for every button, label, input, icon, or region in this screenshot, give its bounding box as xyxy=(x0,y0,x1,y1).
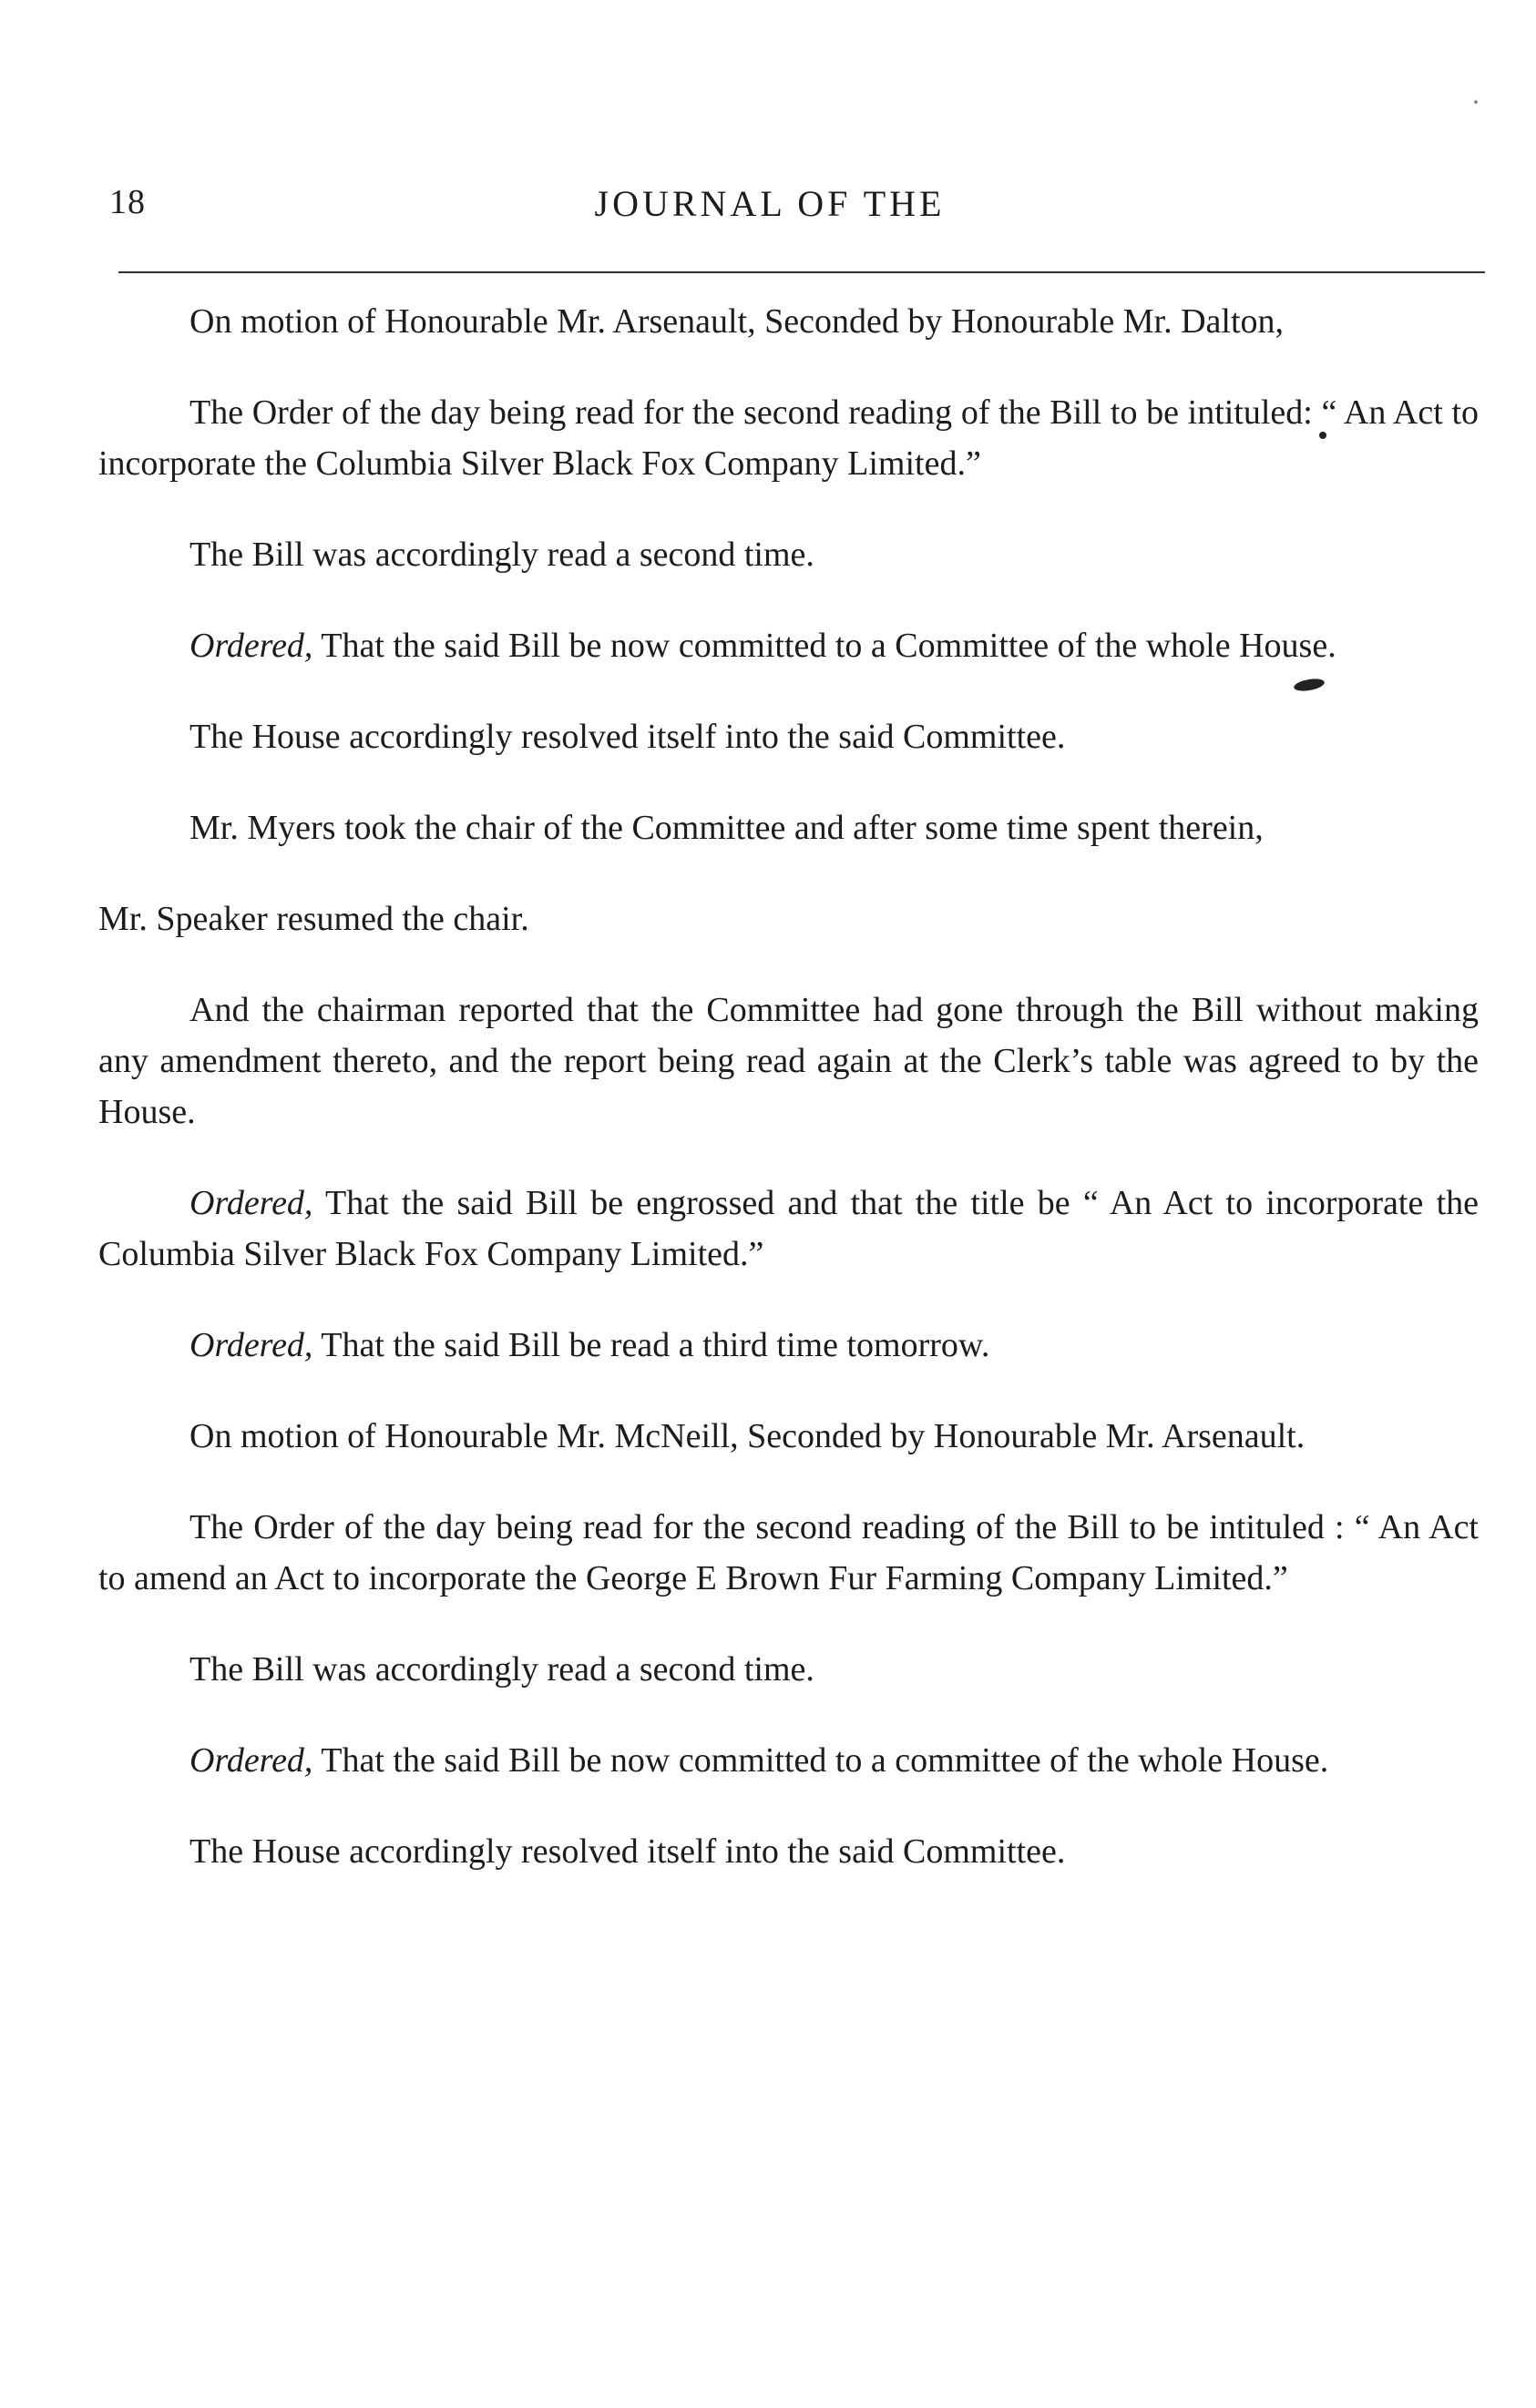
ink-speck xyxy=(1319,432,1326,439)
paragraph-text: The Order of the day being read for the second reading of the Bill to be intituled : “ An Act to amend an Act to incorporate the George E Brown Fur Farming Company Limited.” xyxy=(98,1508,1479,1597)
paragraph-ordered-committed-brown xyxy=(98,1735,1479,1786)
page-header xyxy=(109,182,1485,237)
paragraph-read-second-time-brown xyxy=(98,1644,1479,1695)
paragraph-lead: Ordered, xyxy=(189,1184,313,1222)
paragraph-text: The Bill was accordingly read a second time. xyxy=(189,1650,814,1689)
paragraph-motion-arsenault xyxy=(98,296,1479,347)
paragraph-text: The House accordingly resolved itself into the said Committee. xyxy=(189,1832,1066,1871)
paragraph-ordered-engrossed xyxy=(98,1178,1479,1280)
paragraph-speaker-resumed xyxy=(98,893,1479,944)
paragraph-text: The House accordingly resolved itself into the said Committee. xyxy=(189,718,1066,756)
paragraph-motion-mcneill xyxy=(98,1411,1479,1462)
paragraph-text: The Bill was accordingly read a second time. xyxy=(189,536,814,574)
header-rule xyxy=(118,271,1485,273)
paragraph-order-second-reading-brown xyxy=(98,1502,1479,1604)
paragraph-text: On motion of Honourable Mr. Arsenault, Seconded by Honourable Mr. Dalton, xyxy=(189,302,1285,341)
paragraph-text: That the said Bill be engrossed and that the title be “ An Act to incorporate the Columbia Silver Black Fox Company Limited.” xyxy=(98,1184,1479,1273)
paragraph-ordered-committed xyxy=(98,620,1479,671)
paragraph-text: Mr. Myers took the chair of the Committee and after some time spent therein, xyxy=(189,809,1264,847)
paragraph-text: The Order of the day being read for the second reading of the Bill to be intituled: “ An Act to incorporate the Columbia Silver Black Fox Company Limited.” xyxy=(98,393,1479,483)
journal-body xyxy=(98,296,1479,1917)
paragraph-ordered-third-reading xyxy=(98,1320,1479,1371)
paragraph-lead: Ordered, xyxy=(189,627,313,665)
paragraph-text: That the said Bill be read a third time tomorrow. xyxy=(312,1326,990,1364)
running-head: JOURNAL OF THE xyxy=(594,183,946,224)
paragraph-house-resolved-brown xyxy=(98,1826,1479,1877)
paragraph-lead: Ordered, xyxy=(189,1741,313,1780)
paragraph-text: That the said Bill be now committed to a committee of the whole House. xyxy=(312,1741,1329,1780)
ink-speck xyxy=(1474,100,1478,104)
paragraph-myers-chair xyxy=(98,802,1479,853)
page-number: 18 xyxy=(109,183,146,221)
paragraph-text: And the chairman reported that the Committee had gone through the Bill without making any amendment thereto, and the report being read again at the Clerk’s table was agreed to by the House. xyxy=(98,991,1479,1131)
paragraph-house-resolved xyxy=(98,711,1479,762)
paragraph-text: That the said Bill be now committed to a Committee of the whole House. xyxy=(312,627,1336,665)
paragraph-order-second-reading xyxy=(98,387,1479,489)
paragraph-text: Mr. Speaker resumed the chair. xyxy=(98,900,529,938)
paragraph-read-second-time xyxy=(98,529,1479,580)
paragraph-text: On motion of Honourable Mr. McNeill, Seconded by Honourable Mr. Arsenault. xyxy=(189,1417,1306,1455)
paragraph-lead: Ordered, xyxy=(189,1326,313,1364)
paragraph-chairman-reported xyxy=(98,985,1479,1138)
